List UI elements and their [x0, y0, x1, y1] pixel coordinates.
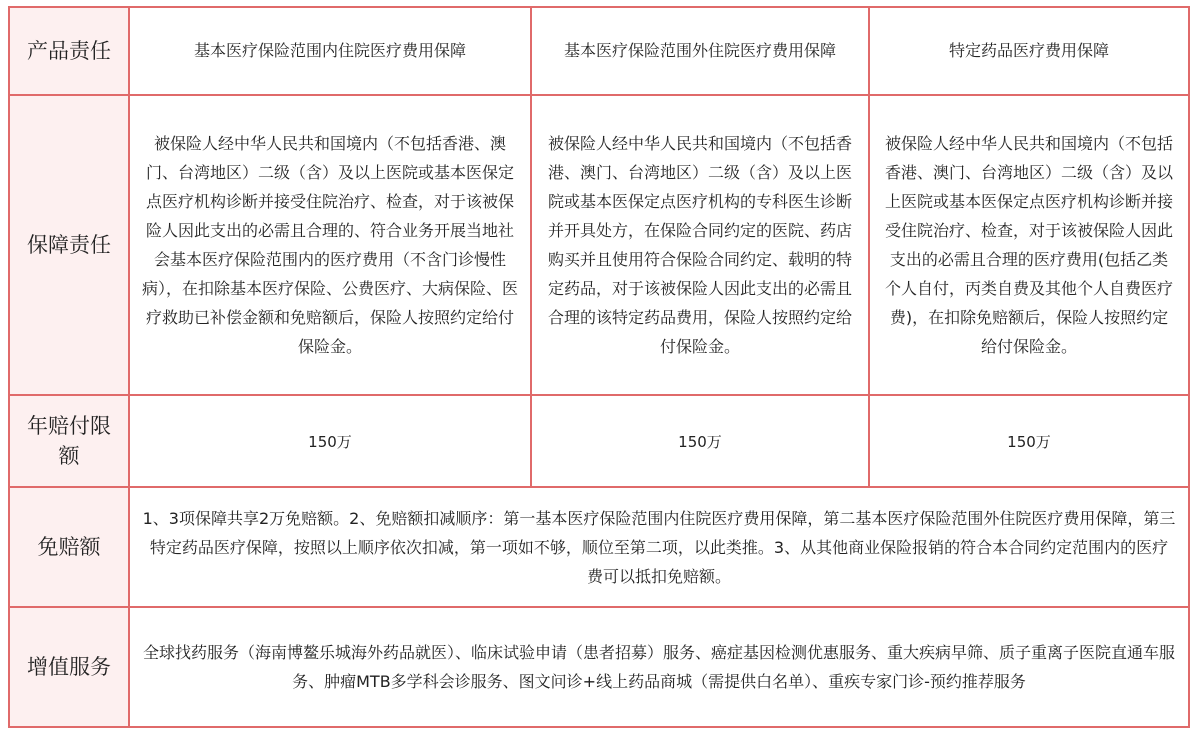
product-row [9, 7, 1189, 95]
insurance-coverage-table [8, 6, 1190, 728]
product-col-2: 基本医疗保险范围外住院医疗费用保障 [531, 7, 869, 95]
coverage-col-2: 被保险人经中华人民共和国境内（不包括香港、澳门、台湾地区）二级（含）及以上医院或基本医保定点医疗机构的专科医生诊断并开具处方，在保险合同约定的医院、药店购买并且使用符合保险合同约定、载明的特定药品，对于该被保险人因此支出的必需且合理的该特定药品费用，保险人按照约定给付保险金。 [531, 95, 869, 395]
limit-col-3: 150万 [869, 395, 1189, 487]
services-text: 全球找药服务（海南博鳌乐城海外药品就医）、临床试验申请（患者招募）服务、癌症基因检测优惠服务、重大疾病早筛、质子重离子医院直通车服务、肿瘤MTB多学科会诊服务、图文问诊+线上药品商城（需提供白名单）、重疾专家门诊-预约推荐服务 [129, 607, 1189, 727]
product-col-3: 特定药品医疗费用保障 [869, 7, 1189, 95]
deductible-text: 1、3项保障共享2万免赔额。2、免赔额扣减顺序：第一基本医疗保险范围内住院医疗费用保障，第二基本医疗保险范围外住院医疗费用保障，第三特定药品医疗保障，按照以上顺序依次扣减，第一项如不够，顺位至第二项，以此类推。3、从其他商业保险报销的符合本合同约定范围内的医疗费可以抵扣免赔额。 [129, 487, 1189, 607]
limit-col-1: 150万 [129, 395, 531, 487]
limit-col-2: 150万 [531, 395, 869, 487]
services-row [9, 607, 1189, 727]
product-col-1: 基本医疗保险范围内住院医疗费用保障 [129, 7, 531, 95]
product-row-label: 产品责任 [9, 7, 129, 95]
coverage-row-label: 保障责任 [9, 95, 129, 395]
deductible-row [9, 487, 1189, 607]
services-row-label: 增值服务 [9, 607, 129, 727]
limit-row [9, 395, 1189, 487]
coverage-col-1: 被保险人经中华人民共和国境内（不包括香港、澳门、台湾地区）二级（含）及以上医院或基本医保定点医疗机构诊断并接受住院治疗、检查，对于该被保险人因此支出的必需且合理的、符合业务开展当地社会基本医疗保险范围内的医疗费用（不含门诊慢性病），在扣除基本医疗保险、公费医疗、大病保险、医疗救助已补偿金额和免赔额后，保险人按照约定给付保险金。 [129, 95, 531, 395]
coverage-col-3: 被保险人经中华人民共和国境内（不包括香港、澳门、台湾地区）二级（含）及以上医院或基本医保定点医疗机构诊断并接受住院治疗、检查，对于该被保险人因此支出的必需且合理的医疗费用(包括乙类个人自付，丙类自费及其他个人自费医疗费)，在扣除免赔额后，保险人按照约定给付保险金。 [869, 95, 1189, 395]
deductible-row-label: 免赔额 [9, 487, 129, 607]
limit-row-label: 年赔付限额 [9, 395, 129, 487]
coverage-row [9, 95, 1189, 395]
